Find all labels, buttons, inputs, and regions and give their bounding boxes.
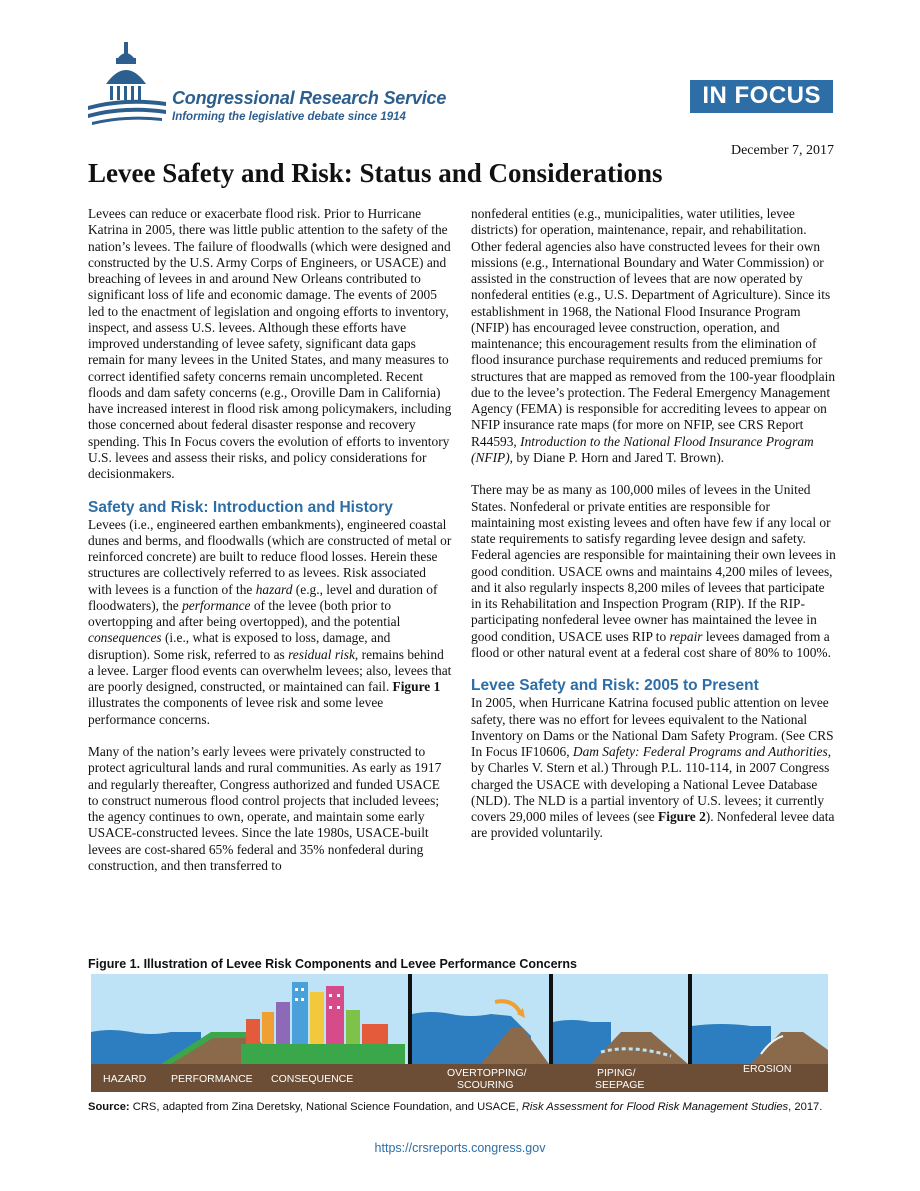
figure-1-reference: Figure 1 bbox=[392, 679, 441, 694]
label-seepage: SEEPAGE bbox=[595, 1079, 645, 1091]
label-overtopping: OVERTOPPING/ bbox=[447, 1067, 527, 1079]
report-title: Introduction to the National Flood Insurance Program (NFIP) bbox=[471, 433, 814, 465]
logo-text bbox=[172, 88, 446, 123]
header bbox=[88, 40, 838, 140]
history-paragraph: Many of the nation’s early levees were privately constructed to protect agricultural lands and rural communities. As early as 1917 and regularly thereafter, Congress authorized and funded USACE to construct numerous flood control projects that included levees; the agency continues to own, operate, and maintain some early USACE-constructed levees. Since the late 1980s, USACE-built levees are cost-shared 65% federal and 35% nonfederal during construction, and then transferred to bbox=[88, 744, 442, 873]
nonfederal-paragraph: nonfederal entities (e.g., municipalities, water utilities, levee districts) for operation, maintenance, repair, and rehabilitation. Other federal agencies also have constructed levees for their own missions (e.g., International Boundary and Water Commission) or assisted in the construction of levees that are now operated by nonfederal entities (e.g., U.S. Department of Agriculture). Since its establishment in 1968, the National Flood Insurance Program (NFIP) has encouraged levee construction, operation, and maintenance; this encouragement results from the elimination of flood insurance purchase requirements and reduced premiums for structures that are mapped as removed from the 100-year floodplain due to the levee’s protection. The Federal Emergency Management Agency (FEMA) is responsible for accrediting levees to appear on NFIP insurance rate maps (for more on NFIP, see CRS Report R44593, Introduction to the National Flood Insurance Program (NFIP), by Diane P. Horn and Jared T. Brown). bbox=[471, 206, 836, 465]
section-heading-2005-present: Levee Safety and Risk: 2005 to Present bbox=[471, 677, 759, 695]
publication-date: December 7, 2017 bbox=[730, 143, 834, 158]
risk-definition-paragraph: Levees (i.e., engineered earthen embankments), engineered coastal dunes and berms, and floodwalls (which are constructed of metal or reinforced concrete) are built to reduce flood losses. Herein these structures are collectively referred to as levees. Risk associated with levees is a function of the hazard (e.g., level and duration of floodwaters), the performance of the levee (both prior to overtopping and after being overtopped), and the potential consequences (i.e., what is exposed to loss, damage, and disruption). Some risk, referred to as residual risk, remains behind a levee. Larger flood events can overwhelm levees; also, levees that are poorly designed, constructed, or maintained can fail. Figure 1 illustrates the components of levee risk and some levee performance concerns. bbox=[88, 516, 452, 727]
in-focus-badge: IN FOCUS bbox=[690, 80, 833, 113]
protected-land bbox=[241, 1044, 405, 1064]
label-piping: PIPING/ bbox=[597, 1067, 636, 1079]
intro-paragraph: Levees can reduce or exacerbate flood risk. Prior to Hurricane Katrina in 2005, there was little public attention to the safety of the nation’s levees. The failure of floodwalls (which were designed and constructed by the U.S. Army Corps of Engineers, or USACE) and breaching of levees in and around New Orleans contributed to significant loss of life and economic damage. The events of 2005 led to the enactment of legislation and ongoing efforts to inventory, inspect, and assess U.S. levees. Although these efforts have improved understanding of levee safety, significant data gaps remain for many levees in the United States, and many measures to correct identified safety concerns remain uncompleted. Recent floods and dam safety concerns (e.g., Oroville Dam in California) have increased interest in flood risk among policymakers, including those concerned about federal disaster response and recovery spending. This In Focus covers the evolution of efforts to inventory U.S. levees and assess their risks, and policy considerations for decisionmakers. bbox=[88, 206, 452, 481]
org-name: Congressional Research Service bbox=[172, 88, 447, 108]
footer-url-link[interactable]: https://crsreports.congress.gov bbox=[374, 1141, 546, 1155]
label-performance: PERFORMANCE bbox=[171, 1073, 253, 1085]
figure-2-reference: Figure 2 bbox=[658, 809, 706, 824]
label-hazard: HAZARD bbox=[103, 1073, 147, 1085]
capitol-dome-logo-icon bbox=[88, 40, 166, 130]
katrina-paragraph: In 2005, when Hurricane Katrina focused public attention on levee safety, there was no effort for levees equivalent to the National Inventory on Dams or the National Dam Safety Program. (See CRS In Focus IF10606, Dam Safety: Federal Programs and Authorities, by Charles V. Stern et al.) Through P.L. 110-114, in 2007 Congress charged the USACE with developing a National Levee Database (NLD). The NLD is a partial inventory of U.S. levees; it currently covers 29,000 miles of levees (see Figure 2). Nonfederal levee data are provided voluntarily. bbox=[471, 695, 835, 841]
figure-source: Source: CRS, adapted from Zina Deretsky, National Science Foundation, and USACE, Risk Assessment for Flood Risk Management Studies, 2017. bbox=[88, 1101, 823, 1113]
dam-safety-reference: Dam Safety: Federal Programs and Authorities bbox=[572, 744, 828, 759]
levee-risk-illustration bbox=[91, 974, 828, 1092]
label-erosion: EROSION bbox=[743, 1063, 792, 1075]
label-scouring: SCOURING bbox=[457, 1079, 514, 1091]
right-column bbox=[471, 206, 836, 842]
org-tagline: Informing the legislative debate since 1914 bbox=[172, 111, 406, 123]
page-title: Levee Safety and Risk: Status and Considerations bbox=[88, 158, 663, 188]
figure-title: Figure 1. Illustration of Levee Risk Components and Levee Performance Concerns bbox=[88, 957, 578, 971]
label-consequence: CONSEQUENCE bbox=[271, 1073, 354, 1085]
section-heading-intro-history: Safety and Risk: Introduction and History bbox=[88, 498, 393, 516]
left-column bbox=[88, 206, 453, 874]
levee-miles-paragraph: There may be as many as 100,000 miles of levees in the United States. Nonfederal or private entities are responsible for maintaining most existing levees and often have few if any local or state requirements to satisfy regarding levee design and safety. Federal agencies are responsible for maintaining their own levees in good condition. USACE owns and maintains 4,200 miles of levees, and it also regularly inspects 8,200 miles of levees that participate in its Rehabilitation and Inspection Program (RIP). If the RIP-participating nonfederal levee owner has maintained the levee in good condition, USACE uses RIP to repair levees damaged from a flood or other natural event at a federal cost share of 80% to 100%. bbox=[471, 482, 836, 660]
